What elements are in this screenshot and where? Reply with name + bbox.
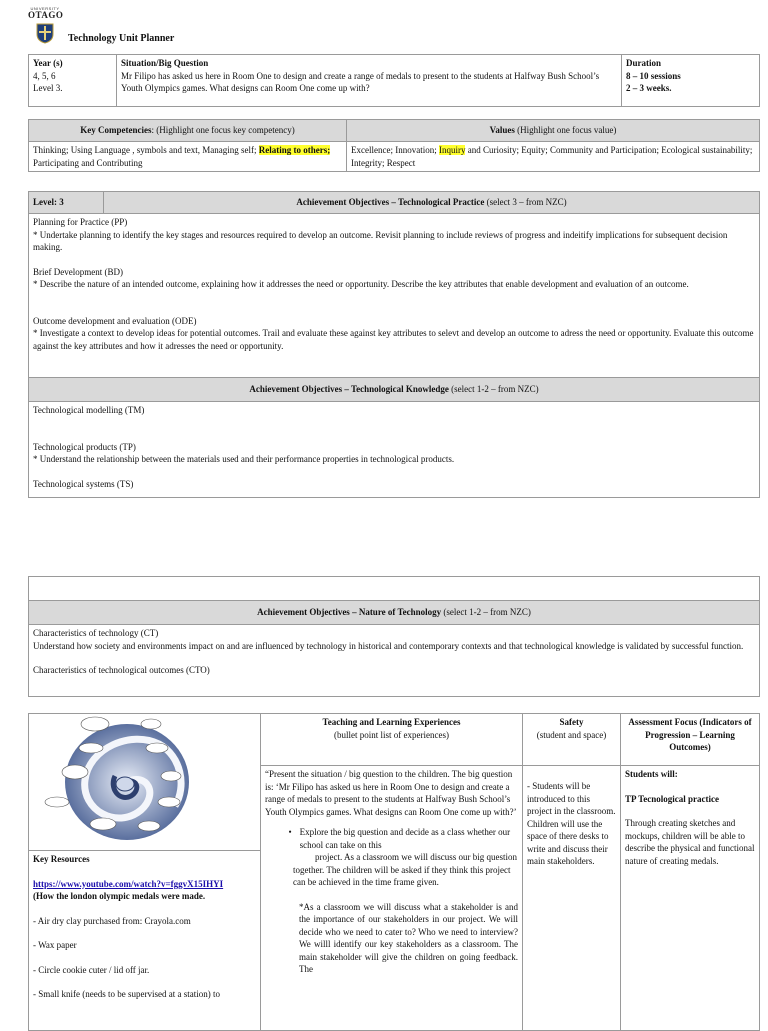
knowledge-body (29, 402, 760, 498)
bd-text: * Describe the nature of an intended outcome, explaining how it addresses the need or opportunity. Describe the key attributes that enable development and evaluation of an outcome. (33, 279, 689, 289)
value-highlight: Inquiry (438, 145, 466, 155)
tp-title: Technological products (TP) (33, 441, 136, 452)
technology-spiral-diagram (29, 714, 259, 850)
resources-cell (29, 851, 261, 1031)
values-text (347, 142, 760, 172)
nature-header-bold: Achievement Objectives – Nature of Technology (257, 607, 442, 618)
nature-empty-row (29, 577, 760, 601)
competencies-header-rest: : (Highlight one focus key competency) (151, 125, 295, 136)
diagram-node-1 (81, 717, 109, 731)
duration-label: Duration (626, 58, 662, 68)
assess-header-cell (621, 714, 760, 766)
competencies-text (29, 142, 347, 172)
ode-title: Outcome development and evaluation (ODE) (33, 315, 197, 326)
university-logo (28, 6, 62, 50)
safety-sub: (student and space) (536, 729, 607, 740)
competencies-text-part2: Participating and Contributing (33, 157, 143, 168)
duration-sessions: 8 – 10 sessions (626, 70, 681, 81)
resource-item: - Small knife (needs to be supervised at a station) to (33, 989, 220, 999)
tle-body (261, 766, 523, 1031)
ct-title: Characteristics of technology (CT) (33, 628, 159, 638)
ct-text: Understand how society and environments impact on and are influenced by technology in historical and contemporary contexts and that technological knowledge is validated by successful function. (33, 640, 744, 651)
level-label: Level: 3 (33, 197, 64, 208)
diagram-node-9 (90, 818, 116, 830)
diagram-node-5 (62, 765, 88, 779)
practice-body (29, 214, 760, 378)
practice-header-bold: Achievement Objectives – Technological Practice (296, 197, 485, 208)
ts-title: Technological systems (TS) (33, 478, 134, 489)
values-text-part1: Excellence; Innovation; (351, 145, 439, 155)
resources-label: Key Resources (33, 854, 90, 864)
assess-body (621, 766, 760, 1031)
planning-table (28, 713, 760, 1031)
pp-text: * Undertake planning to identify the key stages and resources required to develop an outcome. Revisit planning to include reviews of progress and indeitify implications for subsequent decision making. (33, 229, 728, 252)
situation-text: Mr Filipo has asked us here in Room One to design and create a range of medals to present to the students at Halfway Bush School’s Youth Olympics games. What designs can Room One come up with? (121, 70, 600, 93)
tle-header: Teaching and Learning Experiences (322, 717, 461, 727)
safety-header-cell (523, 714, 621, 766)
resource-item: - Air dry clay purchased from: Crayola.com (33, 915, 191, 926)
ode-text: * Investigate a context to develop ideas for potential outcomes. Trail and evaluate these against key attributes to selevt and develop an outcome to adress the need or opportunity. Evaluate this outcome against the key attributes and how it adresses the need or opportunity. (33, 328, 754, 351)
diagram-node-3 (79, 743, 103, 753)
tm-title: Technological modelling (TM) (33, 405, 145, 415)
knowledge-header-bold: Achievement Objectives – Technological Knowledge (249, 384, 449, 395)
tle-bullet-1-text: Explore the big question and decide as a class whether our school can take on this (299, 827, 511, 850)
uni-line1: UNIVERSITY (30, 6, 60, 11)
duration-weeks: 2 – 3 weeks. (626, 83, 672, 93)
diagram-cell (29, 714, 261, 851)
bd-title: Brief Development (BD) (33, 266, 123, 277)
level-value: Level 3. (33, 83, 63, 93)
competencies-header-bold: Key Competencies (80, 125, 152, 136)
nature-body (29, 625, 760, 697)
pp-title: Planning for Practice (PP) (33, 217, 128, 227)
competencies-table (28, 119, 760, 172)
assess-header: Assessment Focus (Indicators of Progression – Learning Outcomes) (628, 717, 752, 752)
knowledge-header (29, 378, 760, 402)
tp-text: * Understand the relationship between the materials used and their performance properties in technological products. (33, 454, 455, 464)
situation-label: Situation/Big Question (121, 58, 209, 68)
tle-para2: *As a classroom we will discuss what a stakeholder is and the importance of our stakeholders in our project. We will decide who we need to cater to? Who we need to interview? We willl identify our key stakeholders as a classroom. The main stakeholder will give the children on going feedback. The (299, 901, 518, 974)
nature-header (29, 601, 760, 625)
situation-cell (117, 55, 622, 107)
resource-item: - Wax paper (33, 940, 77, 950)
competencies-text-part1: Thinking; Using Language , symbols and text, Managing self; (33, 145, 259, 155)
safety-body (523, 766, 621, 1031)
assess-will: Students will: (625, 769, 678, 779)
competency-highlight: Relating to others; (258, 145, 331, 155)
tle-cont1: project. As a classroom we will discuss our big question (315, 852, 517, 862)
tle-intro: “Present the situation / big question to the children. The big question is: ‘Mr Filipo has asked us here in Room One to design and create a range of medals to present to the students at Halfway Bush School’s Youth Olympics games. What designs can Room One come up with?’ (265, 769, 517, 817)
cto-title: Characteristics of technological outcomes (CTO) (33, 665, 210, 675)
uni-name: OTAGO (28, 10, 64, 20)
tle-cont2: together. The children will be asked if they think this project can be achieved in the time frame given. (293, 864, 511, 887)
diagram-node-7 (45, 797, 69, 807)
practice-header (104, 192, 760, 214)
values-text-part2: and Curiosity; Equity; Community and Participation; Ecological sustainability; Integrity; Respect (351, 145, 753, 168)
nature-table (28, 576, 760, 697)
diagram-node-6 (161, 771, 181, 781)
page-title: Technology Unit Planner (68, 33, 175, 44)
crest-icon (35, 22, 55, 44)
diagram-node-4 (146, 743, 168, 753)
tle-bullet-1 (265, 826, 518, 851)
bullet-icon: • (288, 827, 292, 837)
level-cell (29, 192, 104, 214)
objectives-table (28, 191, 760, 498)
resource-link-desc: (How the london olympic medals were made. (33, 891, 206, 901)
values-header (347, 120, 760, 142)
knowledge-header-rest: (select 1-2 – from NZC) (448, 384, 539, 395)
year-label: Year (s) (33, 58, 63, 68)
assess-tp: TP Tecnological practice (625, 793, 719, 804)
nature-header-rest: (select 1-2 – from NZC) (441, 607, 531, 618)
competencies-header (29, 120, 347, 142)
year-value: 4, 5, 6 (33, 70, 56, 81)
year-cell (29, 55, 117, 107)
practice-header-rest: (select 3 – from NZC) (484, 197, 567, 208)
diagram-node-8 (158, 797, 180, 807)
resource-item: - Circle cookie cuter / lid off jar. (33, 964, 150, 975)
year-situation-table (28, 54, 760, 107)
resource-video-link[interactable]: https://www.youtube.com/watch?v=fggvX15IHYI (33, 878, 224, 889)
values-header-bold: Values (489, 125, 515, 136)
duration-cell (622, 55, 760, 107)
safety-header: Safety (559, 717, 584, 727)
safety-text: - Students will be introduced to this project in the classroom. Children will use the space of there desks to write and discuss their main stakeholders. (527, 781, 616, 866)
values-header-rest: (Highlight one focus value) (514, 125, 617, 136)
assess-text: Through creating sketches and mockups, children will be able to describe the physical and functional nature of creating medals. (625, 818, 755, 866)
diagram-node-2 (141, 719, 161, 729)
tle-header-cell (261, 714, 523, 766)
diagram-node-10 (138, 821, 160, 831)
tle-sub: (bullet point list of experiences) (334, 729, 449, 740)
